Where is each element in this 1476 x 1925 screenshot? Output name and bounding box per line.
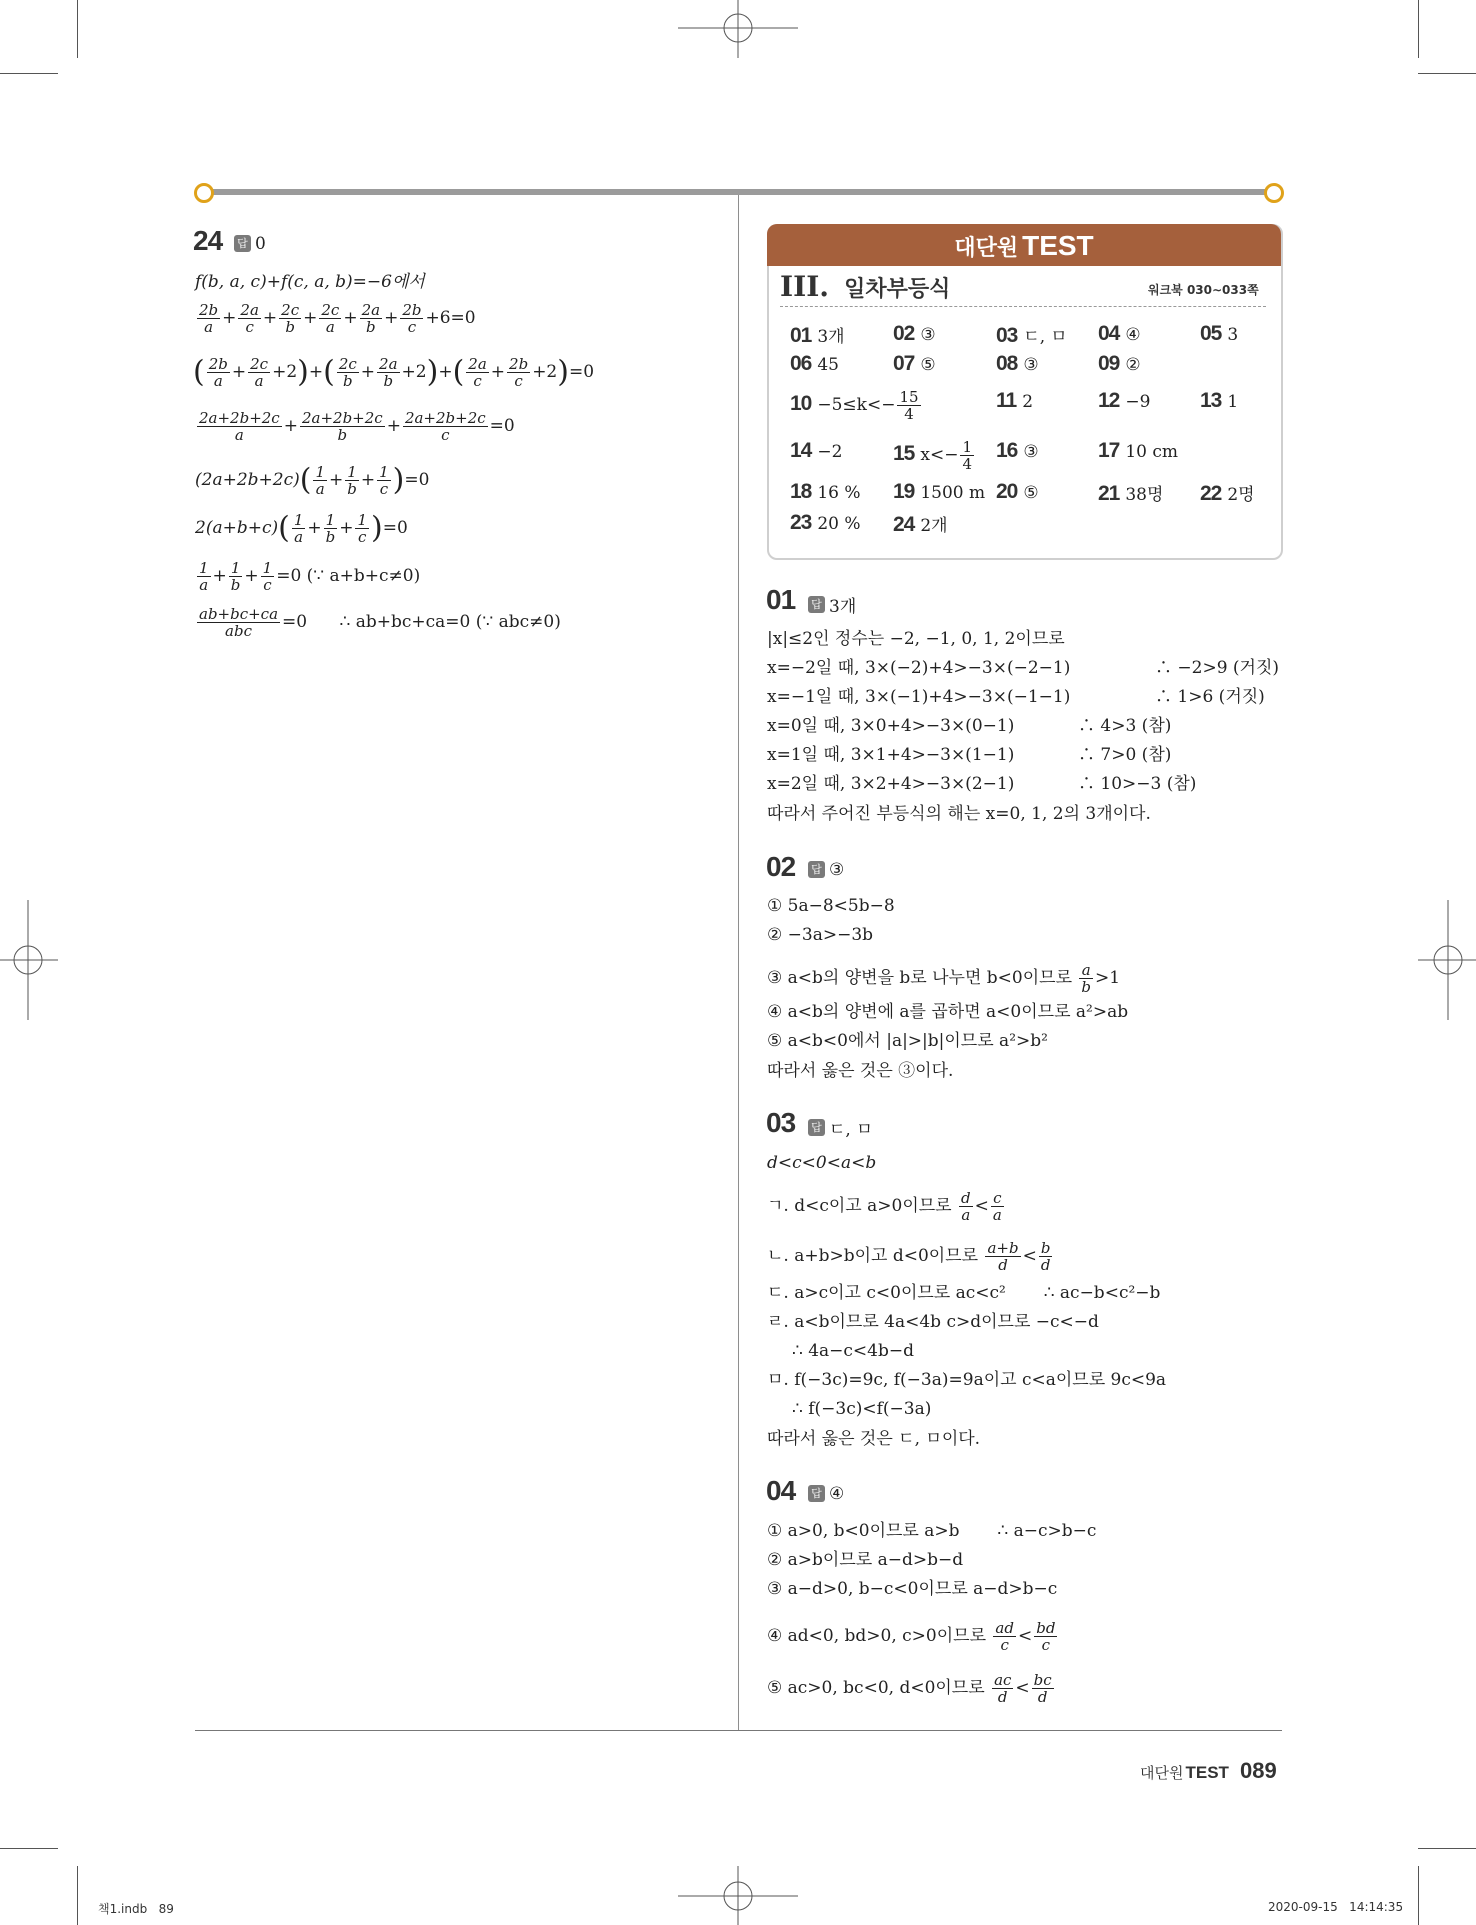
answer-cell-value: 1 — [1227, 392, 1239, 412]
solution-line: |x|≤2인 정수는 −2, −1, 0, 1, 2이므로 — [767, 629, 1065, 649]
solution-line: ∴ 4a−c<4b−d — [792, 1341, 915, 1361]
answer-cell-number: 04 — [1098, 322, 1120, 345]
answer-cell — [1098, 480, 1163, 506]
header-ring-left — [194, 183, 214, 203]
answer-cell-value: 16 % — [817, 483, 861, 503]
answer-cell-number: 07 — [893, 352, 915, 375]
solution-line: 따라서 주어진 부등식의 해는 x=0, 1, 2의 3개이다. — [767, 804, 1151, 824]
solution-line: x=2일 때, 3×2+4>−3×(2−1) — [767, 774, 1015, 794]
solution-line: 2(a+b+c)( $\frac{1}{a}$ + $\frac{1}{b}$ + $\frac{1}{c}$ )=0 — [195, 510, 408, 546]
solution-text: ③ a<b의 양변을 b로 나누면 b<0이므로 — [767, 968, 1072, 988]
solution-note: ∴ −2>9 (거짓) — [1155, 658, 1280, 678]
print-timestamp: 2020-09-15 14:14:35 — [1268, 1900, 1404, 1914]
solution-text: ㄴ. a+b>b이고 d<0이므로 — [767, 1246, 979, 1266]
test-title-ko: 대단원 — [954, 236, 1019, 261]
answer-cell — [790, 389, 923, 422]
question-number: 01 — [766, 584, 796, 615]
fraction-denominator: b — [1081, 978, 1092, 996]
equation-tail: =0 — [404, 470, 430, 490]
answer-label — [808, 1115, 873, 1140]
solution-line: x=0일 때, 3×0+4>−3×(0−1) — [767, 716, 1015, 736]
answer-badge: 답 — [808, 1485, 825, 1502]
registration-mark — [1418, 900, 1476, 1020]
fraction-numerator: 1 — [962, 438, 972, 456]
equation-tail: >1 — [1095, 968, 1121, 988]
unit-name: 일차부등식 — [844, 277, 951, 302]
solution-line — [195, 606, 561, 639]
fraction-denominator: abc — [225, 622, 252, 640]
crop-mark — [1418, 73, 1476, 74]
answer-cell-number: 12 — [1098, 389, 1120, 412]
answer-badge: 답 — [808, 1119, 825, 1136]
answer-cell-number: 19 — [893, 480, 915, 503]
answer-value: 0 — [255, 233, 266, 254]
equation-tail: =0 ∴ ab+bc+ca=0 (∵ abc≠0) — [282, 612, 561, 632]
fraction-denominator: a — [961, 1206, 971, 1224]
answer-cell — [893, 322, 936, 346]
solution-line: 따라서 옳은 것은 ㄷ, ㅁ이다. — [767, 1429, 981, 1449]
answer-value: 3개 — [829, 597, 857, 617]
crop-mark — [1418, 1848, 1476, 1849]
answer-cell — [790, 511, 861, 535]
solution-line: (2a+2b+2c)( $\frac{1}{a}$ + $\frac{1}{b}$ + $\frac{1}{c}$ )=0 — [195, 462, 430, 498]
answer-value: ③ — [829, 859, 845, 880]
fraction-numerator: d — [961, 1189, 971, 1207]
unit-divider — [780, 306, 1266, 307]
crop-mark — [1418, 1866, 1419, 1925]
solution-line: ( $\frac{2b}{a}$ + $\frac{2c}{a}$ +2)+( $\frac{2c}{b}$ + $\frac{2a}{b}$ +2)+( $\frac{2a}{c}$ + $\frac{2b}{c}$ +2)=0 — [193, 354, 595, 390]
answer-cell — [1098, 439, 1178, 463]
answer-cell — [893, 480, 985, 504]
solution-line: ② −3a>−3b — [767, 925, 874, 945]
equation-tail: =0 — [382, 518, 408, 538]
operator: < — [1017, 1626, 1033, 1646]
solution-line: ⑤ a<b<0에서 |a|>|b|이므로 a²>b² — [767, 1031, 1048, 1051]
fraction-numerator: c — [991, 1190, 1004, 1207]
answer-cell-number: 11 — [996, 389, 1017, 412]
test-title-en: TEST — [1022, 230, 1094, 261]
equation-tail: =0 — [489, 416, 515, 436]
solution-line: ④ a<b의 양변에 a를 곱하면 a<0이므로 a²>ab — [767, 1002, 1129, 1022]
footer-rule — [195, 1730, 1282, 1731]
answer-cell-number: 22 — [1200, 482, 1222, 505]
answer-label — [808, 859, 844, 880]
workbook-ref: 워크북 030∼033쪽 — [1148, 283, 1259, 297]
solution-line: x=1일 때, 3×1+4>−3×(1−1) — [767, 745, 1015, 765]
answer-cell-value: 3개 — [817, 327, 845, 347]
fraction-denominator: c — [1000, 1636, 1009, 1654]
answer-value: ④ — [829, 1483, 845, 1504]
answer-cell — [996, 322, 1067, 348]
answer-cell-value: ② — [1125, 355, 1141, 375]
fraction-denominator: d — [1040, 1256, 1051, 1274]
unit-roman: III. — [780, 270, 830, 303]
crop-mark — [1418, 0, 1419, 58]
unit-title — [780, 270, 950, 303]
answer-cell-value: x<− — [920, 445, 959, 465]
equation-tail: =0 (∵ a+b+c≠0) — [276, 566, 421, 586]
fraction-denominator: a — [992, 1206, 1002, 1224]
solution-line: x=−1일 때, 3×(−1)+4>−3×(−1−1) — [767, 687, 1071, 707]
answer-fraction — [960, 439, 974, 472]
equation-tail: +6=0 — [425, 308, 476, 328]
answer-cell-value: ③ — [920, 325, 936, 345]
crop-mark — [77, 1866, 78, 1925]
answer-cell — [1200, 389, 1238, 413]
answer-cell-value: ㄷ, ㅁ — [1023, 327, 1068, 347]
solution-line: ① a>0, b<0이므로 a>b ∴ a−c>b−c — [767, 1521, 1097, 1541]
fraction-numerator: ac — [994, 1671, 1012, 1689]
question-number: 04 — [766, 1475, 796, 1506]
answer-cell-number: 15 — [893, 442, 915, 465]
answer-fraction — [897, 389, 920, 422]
registration-mark — [678, 0, 798, 58]
answer-badge: 답 — [234, 235, 251, 252]
answer-cell-number: 02 — [893, 322, 915, 345]
fraction-denominator: c — [1041, 1636, 1051, 1654]
answer-cell-value: 10 cm — [1125, 442, 1179, 462]
answer-cell-number: 18 — [790, 480, 812, 503]
answer-cell — [1098, 389, 1150, 413]
answer-cell-value: 2개 — [920, 516, 948, 536]
answer-cell-value: ③ — [1023, 442, 1039, 462]
fraction-numerator: b — [1040, 1239, 1051, 1257]
solution-note: ∴ 10>−3 (참) — [1078, 774, 1197, 794]
footer-section-en: TEST — [1185, 1763, 1229, 1782]
solution-note: ∴ 4>3 (참) — [1078, 716, 1172, 736]
answer-cell-number: 13 — [1200, 389, 1222, 412]
answer-cell-value: 2명 — [1227, 485, 1255, 505]
page-number: 089 — [1240, 1758, 1277, 1783]
fraction-numerator: ad — [995, 1619, 1014, 1637]
answer-value: ㄷ, ㅁ — [829, 1120, 873, 1140]
answer-label — [808, 592, 856, 617]
solution-line — [767, 1190, 1006, 1223]
registration-mark — [0, 900, 58, 1020]
header-rule — [200, 189, 1272, 195]
solution-line: f(b, a, c)+f(c, a, b)=−6에서 — [195, 272, 425, 292]
answer-cell-value: ③ — [1023, 355, 1039, 375]
crop-mark — [0, 1848, 58, 1849]
solution-line — [767, 1620, 1059, 1653]
solution-line — [767, 962, 1120, 995]
answer-cell-number: 05 — [1200, 322, 1222, 345]
solution-line: ∴ f(−3c)<f(−3a) — [792, 1399, 932, 1419]
solution-text: ㄱ. d<c이고 a>0이므로 — [767, 1196, 952, 1216]
solution-line: x=−2일 때, 3×(−2)+4>−3×(−2−1) — [767, 658, 1071, 678]
answer-cell — [996, 352, 1039, 376]
answer-cell-value: 1500 m — [920, 483, 986, 503]
answer-cell-number: 03 — [996, 324, 1018, 347]
answer-cell-number: 20 — [996, 480, 1018, 503]
answer-cell — [893, 352, 936, 376]
fraction-denominator: d — [998, 1256, 1008, 1274]
answer-cell-value: ⑤ — [920, 355, 936, 375]
answer-cell-number: 21 — [1098, 482, 1120, 505]
operator: < — [1022, 1246, 1037, 1266]
equation-prefix: (2a+2b+2c) — [195, 470, 300, 490]
answer-cell-value: 2 — [1022, 392, 1034, 412]
answer-cell-number: 16 — [996, 439, 1018, 462]
fraction-denominator: d — [997, 1688, 1008, 1706]
answer-cell — [790, 352, 839, 376]
answer-cell — [1200, 322, 1238, 346]
solution-line: 따라서 옳은 것은 ③이다. — [767, 1061, 954, 1081]
operator: < — [1015, 1678, 1030, 1698]
solution-text: ⑤ ac>0, bc<0, d<0이므로 — [767, 1678, 985, 1698]
answer-cell — [790, 480, 861, 504]
question-number: 24 — [193, 225, 223, 256]
answer-cell — [1098, 322, 1141, 346]
solution-note: ∴ 1>6 (거짓) — [1155, 687, 1265, 707]
fraction-numerator: bd — [1036, 1619, 1056, 1637]
fraction-numerator: a+b — [987, 1239, 1019, 1257]
answer-cell — [790, 322, 845, 348]
file-info: 책1.indb 89 — [98, 1902, 174, 1916]
answer-cell-number: 08 — [996, 352, 1018, 375]
answer-cell — [1098, 352, 1141, 376]
fraction-numerator: ab+bc+ca — [199, 605, 279, 623]
column-divider — [738, 195, 739, 1730]
registration-mark — [678, 1866, 798, 1925]
answer-cell — [996, 389, 1033, 413]
solution-line — [767, 1672, 1056, 1705]
answer-cell-number: 09 — [1098, 352, 1120, 375]
answer-cell-value: 45 — [817, 355, 839, 375]
test-box-header — [767, 224, 1281, 266]
solution-line: ㄹ. a<b이므로 4a<4b c>d이므로 −c<−d — [767, 1312, 1099, 1332]
solution-line: ③ a−d>0, b−c<0이므로 a−d>b−c — [767, 1579, 1058, 1599]
answer-cell-number: 23 — [790, 511, 812, 534]
answer-cell-number: 14 — [790, 439, 812, 462]
fraction-numerator: bc — [1033, 1671, 1052, 1689]
answer-cell-number: 10 — [790, 392, 812, 415]
answer-cell-value: −2 — [817, 442, 843, 462]
solution-line: d<c<0<a<b — [767, 1153, 877, 1173]
crop-mark — [0, 73, 58, 74]
question-number: 03 — [766, 1107, 796, 1138]
operator: < — [974, 1196, 989, 1216]
answer-badge: 답 — [808, 596, 825, 613]
fraction-numerator: a — [1079, 962, 1093, 979]
answer-cell-number: 17 — [1098, 439, 1120, 462]
answer-badge: 답 — [808, 861, 825, 878]
answer-cell — [1200, 480, 1255, 506]
fraction-denominator: 4 — [962, 455, 972, 473]
solution-line: ㄷ. a>c이고 c<0이므로 ac<c² ∴ ac−b<c²−b — [767, 1283, 1161, 1303]
solution-text: ④ ad<0, bd>0, c>0이므로 — [767, 1626, 987, 1646]
answer-cell — [893, 511, 948, 537]
answer-cell-number: 24 — [893, 513, 915, 536]
fraction-numerator: 15 — [899, 388, 919, 406]
crop-mark — [77, 0, 78, 58]
answer-cell — [893, 439, 976, 472]
answer-cell-value: 3 — [1227, 325, 1239, 345]
fraction-denominator: d — [1037, 1688, 1048, 1706]
answer-label — [234, 233, 266, 254]
page-footer — [1140, 1758, 1277, 1784]
answer-cell-number: 01 — [790, 324, 812, 347]
answer-cell — [996, 439, 1039, 463]
answer-label — [808, 1483, 844, 1504]
answer-cell-value: 20 % — [817, 514, 861, 534]
solution-line: $\frac{2a+2b+2c}{a}$ + $\frac{2a+2b+2c}{b}$ + $\frac{2a+2b+2c}{c}$ =0 — [199, 409, 515, 444]
header-ring-right — [1264, 183, 1284, 203]
equation-prefix: 2(a+b+c) — [195, 518, 279, 538]
answer-cell-value: −5≤k<− — [817, 395, 896, 415]
answer-cell-value: ⑤ — [1023, 483, 1039, 503]
solution-line: ㅁ. f(−3c)=9c, f(−3a)=9a이고 c<a이므로 9c<9a — [767, 1370, 1167, 1390]
answer-cell-value: 38명 — [1125, 485, 1164, 505]
answer-cell — [790, 439, 842, 463]
solution-line: ① 5a−8<5b−8 — [767, 896, 895, 916]
solution-note: ∴ 7>0 (참) — [1078, 745, 1172, 765]
solution-line: ② a>b이므로 a−d>b−d — [767, 1550, 964, 1570]
solution-line: $\frac{2b}{a}$ + $\frac{2a}{c}$ + $\frac{2c}{b}$ + $\frac{2c}{a}$ + $\frac{2a}{b}$ + $\frac{2b}{c}$ +6=0 — [199, 301, 476, 336]
footer-section-ko: 대단원 — [1140, 1764, 1184, 1782]
fraction-denominator: 4 — [904, 405, 914, 423]
solution-line: $\frac{1}{a}$ + $\frac{1}{b}$ + $\frac{1}{c}$ =0 (∵ a+b+c≠0) — [199, 559, 421, 594]
answer-cell — [996, 480, 1039, 504]
answer-cell-value: −9 — [1125, 392, 1151, 412]
answer-cell-number: 06 — [790, 352, 812, 375]
solution-line — [767, 1240, 1054, 1273]
question-number: 02 — [766, 851, 796, 882]
answer-cell-value: ④ — [1125, 325, 1141, 345]
